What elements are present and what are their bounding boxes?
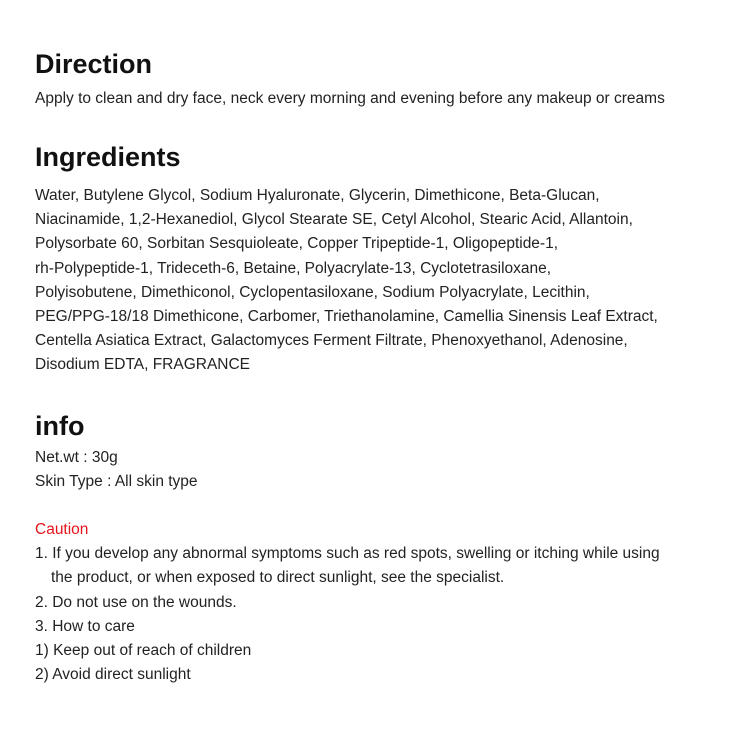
ingredients-heading: Ingredients [35, 142, 181, 172]
caution-item: 3. How to care [35, 617, 135, 635]
ingredients-line: Polysorbate 60, Sorbitan Sesquioleate, Copper Tripeptide-1, Oligopeptide-1, [35, 235, 559, 253]
skin-type: Skin Type : All skin type [35, 473, 198, 491]
direction-text: Apply to clean and dry face, neck every morning and evening before any makeup or creams [35, 90, 665, 107]
info-list [35, 446, 198, 494]
caution-item-continued: the product, or when exposed to direct sunlight, see the specialist. [51, 569, 505, 587]
caution-heading: Caution [35, 521, 89, 538]
ingredients-line: Disodium EDTA, FRAGRANCE [35, 356, 251, 374]
ingredients-line: rh-Polypeptide-1, Trideceth-6, Betaine, Polyacrylate-13, Cyclotetrasiloxane, [35, 259, 552, 277]
ingredients-line: Polyisobutene, Dimethiconol, Cyclopentasiloxane, Sodium Polyacrylate, Lecithin, [35, 283, 590, 301]
direction-heading: Direction [35, 49, 153, 79]
ingredients-list [35, 184, 658, 378]
caution-section [35, 518, 660, 687]
info-heading: info [35, 411, 85, 441]
caution-item: 1. If you develop any abnormal symptoms such as red spots, swelling or itching while using [35, 545, 660, 563]
care-item: 2) Avoid direct sunlight [35, 666, 191, 684]
ingredients-line: PEG/PPG-18/18 Dimethicone, Carbomer, Triethanolamine, Camellia Sinensis Leaf Extract, [35, 308, 658, 326]
ingredients-line: Water, Butylene Glycol, Sodium Hyaluronate, Glycerin, Dimethicone, Beta-Glucan, [35, 187, 600, 204]
caution-item: 2. Do not use on the wounds. [35, 593, 237, 611]
net-weight: Net.wt : 30g [35, 449, 118, 466]
care-item: 1) Keep out of reach of children [35, 642, 252, 660]
ingredients-line: Centella Asiatica Extract, Galactomyces Ferment Filtrate, Phenoxyethanol, Adenosine, [35, 332, 628, 350]
ingredients-line: Niacinamide, 1,2-Hexanediol, Glycol Stearate SE, Cetyl Alcohol, Stearic Acid, Allantoin, [35, 211, 633, 229]
